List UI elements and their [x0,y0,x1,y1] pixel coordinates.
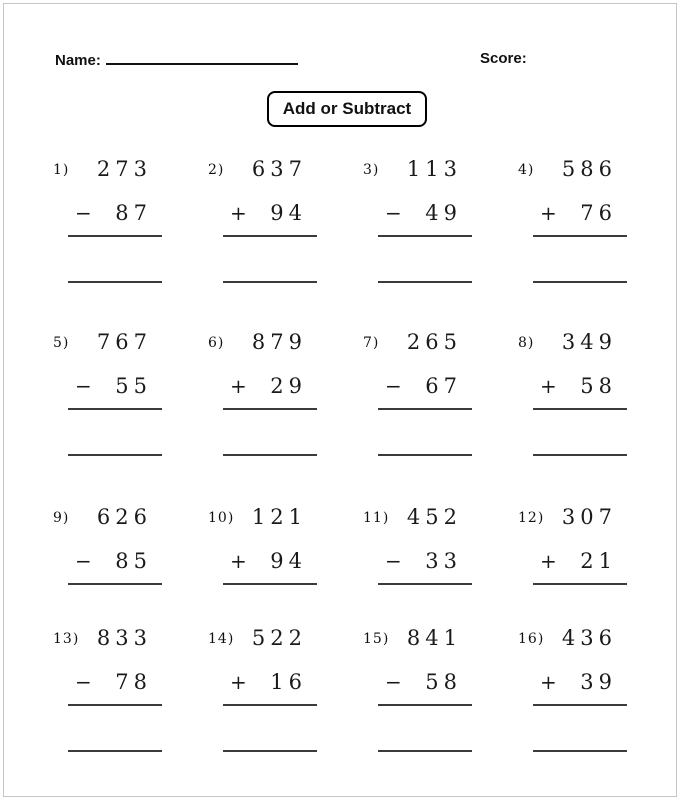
operator: + [230,374,247,398]
equals-line [378,583,472,585]
equals-line [533,235,627,237]
problem-2 [203,158,358,283]
equals-line [223,408,317,410]
bottom-number: 55 [115,374,152,398]
name-label: Name: [55,52,101,69]
problem-number: 14) [208,631,235,647]
problems-grid [0,158,680,752]
answer-line [223,454,317,456]
problem-number: 2) [208,162,225,178]
top-number: 586 [561,157,617,181]
operator: − [385,670,402,694]
problem-5 [48,331,203,456]
equals-line [223,583,317,585]
score-label: Score: [480,50,527,67]
operator: + [540,201,557,225]
operator: + [230,549,247,573]
title-wrap [0,91,680,127]
equals-line [378,704,472,706]
operator: − [385,201,402,225]
problem-row [48,331,680,456]
problem-number: 10) [208,510,235,526]
top-number: 879 [251,330,307,354]
bottom-number: 76 [580,201,617,225]
top-number: 113 [406,157,462,181]
problem-10 [203,506,358,585]
operator: + [230,201,247,225]
top-number: 273 [96,157,152,181]
problem-11 [358,506,513,585]
top-number: 307 [561,505,617,529]
top-number: 349 [561,330,617,354]
equals-line [378,235,472,237]
bottom-number: 21 [580,549,617,573]
equals-line [223,235,317,237]
top-number: 767 [96,330,152,354]
problem-number: 16) [518,631,545,647]
answer-line [378,750,472,752]
equals-line [68,704,162,706]
problem-row [48,627,680,752]
answer-line [223,281,317,283]
problem-row [48,158,680,283]
bottom-number: 85 [115,549,152,573]
problem-3 [358,158,513,283]
bottom-number: 16 [270,670,307,694]
problem-12 [513,506,668,585]
worksheet-title: Add or Subtract [267,91,427,127]
operator: + [540,374,557,398]
top-number: 626 [96,505,152,529]
bottom-number: 94 [270,549,307,573]
operator: − [75,374,92,398]
problem-number: 4) [518,162,535,178]
top-number: 121 [251,505,307,529]
equals-line [68,583,162,585]
problem-number: 15) [363,631,390,647]
answer-line [533,750,627,752]
equals-line [223,704,317,706]
name-field [55,50,298,69]
top-number: 841 [406,626,462,650]
problem-7 [358,331,513,456]
problem-number: 9) [53,510,70,526]
equals-line [533,583,627,585]
worksheet-header [0,0,680,127]
problem-number: 13) [53,631,80,647]
answer-line [533,454,627,456]
problem-number: 7) [363,335,380,351]
problem-14 [203,627,358,752]
problem-number: 12) [518,510,545,526]
top-number: 637 [251,157,307,181]
answer-line [68,281,162,283]
problem-1 [48,158,203,283]
problem-number: 1) [53,162,70,178]
top-number: 833 [96,626,152,650]
problem-6 [203,331,358,456]
bottom-number: 78 [115,670,152,694]
bottom-number: 29 [270,374,307,398]
answer-line [223,750,317,752]
equals-line [68,235,162,237]
operator: + [540,549,557,573]
operator: − [75,670,92,694]
bottom-number: 58 [580,374,617,398]
equals-line [533,704,627,706]
problem-number: 8) [518,335,535,351]
bottom-number: 87 [115,201,152,225]
problem-9 [48,506,203,585]
top-number: 436 [561,626,617,650]
top-number: 522 [251,626,307,650]
problem-16 [513,627,668,752]
bottom-number: 67 [425,374,462,398]
answer-line [378,454,472,456]
operator: − [385,549,402,573]
problem-13 [48,627,203,752]
operator: + [540,670,557,694]
problem-number: 11) [363,510,390,526]
name-underline [106,50,298,65]
problem-number: 5) [53,335,70,351]
answer-line [68,454,162,456]
operator: + [230,670,247,694]
equals-line [378,408,472,410]
top-number: 265 [406,330,462,354]
operator: − [75,201,92,225]
problem-number: 6) [208,335,225,351]
problem-4 [513,158,668,283]
answer-line [378,281,472,283]
operator: − [385,374,402,398]
bottom-number: 94 [270,201,307,225]
problem-number: 3) [363,162,380,178]
operator: − [75,549,92,573]
problem-15 [358,627,513,752]
bottom-number: 39 [580,670,617,694]
equals-line [68,408,162,410]
equals-line [533,408,627,410]
answer-line [533,281,627,283]
answer-line [68,750,162,752]
bottom-number: 49 [425,201,462,225]
bottom-number: 33 [425,549,462,573]
problem-8 [513,331,668,456]
top-number: 452 [406,505,462,529]
problem-row [48,506,680,585]
bottom-number: 58 [425,670,462,694]
